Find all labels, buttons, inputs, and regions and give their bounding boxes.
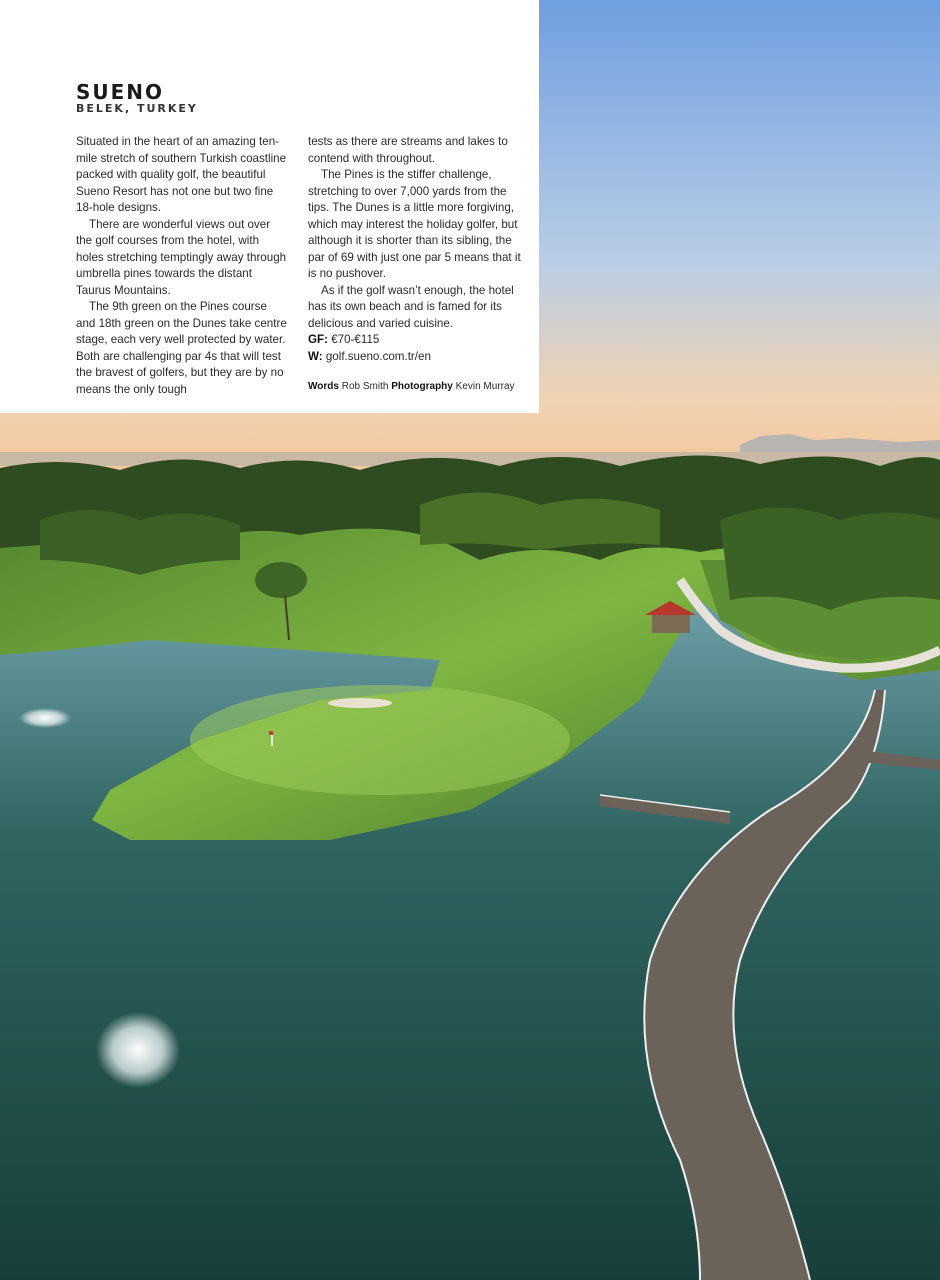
article-panel xyxy=(0,0,539,413)
website-value[interactable]: golf.sueno.com.tr/en xyxy=(325,349,431,363)
text-column-2 xyxy=(308,134,526,365)
article-location: BELEK, TURKEY xyxy=(76,102,198,115)
photo-label: Photography xyxy=(391,381,453,392)
green-fee-value: €70-€115 xyxy=(331,333,380,346)
lone-pine xyxy=(255,562,307,598)
green-fee xyxy=(308,332,526,349)
words-label: Words xyxy=(308,381,339,392)
photo-name: Kevin Murray xyxy=(455,381,515,392)
paragraph: Situated in the heart of an amazing ten-mile stretch of southern Turkish coastline packed with quality golf, the beautiful Sueno Resort has not one but two fine 18-hole designs. xyxy=(76,135,287,214)
paragraph: The Pines is the stiffer challenge, stretching to over 7,000 yards from the tips. The Dunes is a little more forgiving, which may interest the holiday golfer, but although it is shorter than its sibling, the par of 69 with just one par 5 means that it is no pushover. xyxy=(308,168,521,280)
article-title: SUENO xyxy=(76,80,165,104)
website xyxy=(308,349,526,366)
paragraph: As if the golf wasn’t enough, the hotel has its own beach and is famed for its delicious and varied cuisine. xyxy=(308,283,514,330)
paragraph: tests as there are streams and lakes to contend with throughout. xyxy=(308,135,508,165)
website-label: W: xyxy=(308,349,323,363)
shelter xyxy=(652,615,690,633)
words-name: Rob Smith xyxy=(341,381,389,392)
flag xyxy=(269,731,273,735)
paragraph: There are wonderful views out over the golf courses from the hotel, with holes stretching temptingly away through umbrella pines towards the distant Taurus Mountains. xyxy=(76,217,287,297)
fountain-small xyxy=(19,708,71,728)
text-column-1 xyxy=(76,134,288,398)
bunker xyxy=(328,698,392,708)
credits xyxy=(308,381,515,392)
paragraph: The 9th green on the Pines course and 18th green on the Dunes take centre stage, each very well protected by water. Both are challenging par 4s that will test the bravest of golfers, but they are by no means the only tough xyxy=(76,300,287,396)
fountain-large xyxy=(96,1012,180,1088)
green-fee-label: GF: xyxy=(308,333,328,346)
pine-trees-right xyxy=(720,508,940,611)
